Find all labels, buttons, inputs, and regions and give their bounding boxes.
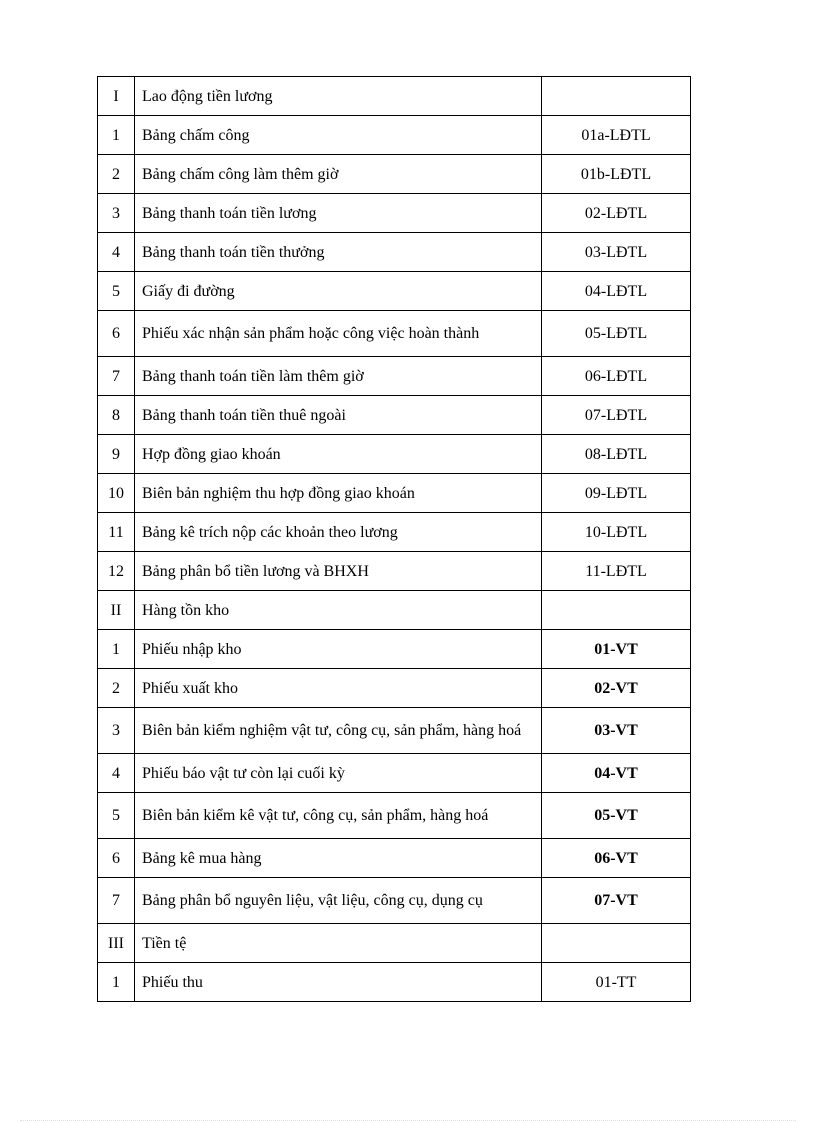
form-code-cell: 01a-LĐTL	[542, 116, 691, 155]
form-code-cell: 11-LĐTL	[542, 552, 691, 591]
row-number-cell: 1	[98, 116, 135, 155]
row-number-cell: 12	[98, 552, 135, 591]
row-number-cell: 2	[98, 669, 135, 708]
page-bottom-divider	[20, 1120, 796, 1121]
form-code-cell: 09-LĐTL	[542, 474, 691, 513]
table-row	[98, 116, 691, 155]
document-name-cell: Biên bản kiểm kê vật tư, công cụ, sản phẩm, hàng hoá	[135, 793, 542, 839]
row-number-cell: 3	[98, 708, 135, 754]
table-row	[98, 513, 691, 552]
document-name-cell: Bảng thanh toán tiền làm thêm giờ	[135, 357, 542, 396]
table-row	[98, 552, 691, 591]
form-code-cell: 01-VT	[542, 630, 691, 669]
document-name-cell: Bảng phân bổ tiền lương và BHXH	[135, 552, 542, 591]
form-code-cell: 01b-LĐTL	[542, 155, 691, 194]
row-number-cell: 5	[98, 793, 135, 839]
form-code-cell: 06-VT	[542, 839, 691, 878]
row-number-cell: 7	[98, 878, 135, 924]
table-row	[98, 963, 691, 1002]
form-code-cell: 06-LĐTL	[542, 357, 691, 396]
row-number-cell: 7	[98, 357, 135, 396]
document-name-cell: Bảng kê mua hàng	[135, 839, 542, 878]
document-name-cell: Bảng thanh toán tiền thuê ngoài	[135, 396, 542, 435]
row-number-cell: 11	[98, 513, 135, 552]
row-number-cell: 5	[98, 272, 135, 311]
document-form-table	[97, 76, 691, 1002]
row-number-cell: 8	[98, 396, 135, 435]
document-name-cell: Bảng thanh toán tiền thưởng	[135, 233, 542, 272]
table-row	[98, 272, 691, 311]
table-row	[98, 630, 691, 669]
table-row	[98, 878, 691, 924]
form-code-cell: 04-VT	[542, 754, 691, 793]
row-number-cell: I	[98, 77, 135, 116]
table-row	[98, 793, 691, 839]
document-name-cell: Bảng thanh toán tiền lương	[135, 194, 542, 233]
form-code-cell: 02-VT	[542, 669, 691, 708]
row-number-cell: 1	[98, 630, 135, 669]
table-row	[98, 754, 691, 793]
form-code-cell	[542, 77, 691, 116]
document-name-cell: Lao động tiền lương	[135, 77, 542, 116]
table-row	[98, 396, 691, 435]
form-code-cell: 10-LĐTL	[542, 513, 691, 552]
document-name-cell: Bảng chấm công làm thêm giờ	[135, 155, 542, 194]
document-name-cell: Phiếu xác nhận sản phẩm hoặc công việc hoàn thành	[135, 311, 542, 357]
table-row	[98, 194, 691, 233]
table-row	[98, 311, 691, 357]
row-number-cell: 4	[98, 754, 135, 793]
table-row	[98, 839, 691, 878]
table-row	[98, 924, 691, 963]
document-name-cell: Phiếu báo vật tư còn lại cuối kỳ	[135, 754, 542, 793]
row-number-cell: 1	[98, 963, 135, 1002]
form-code-cell: 08-LĐTL	[542, 435, 691, 474]
document-name-cell: Hợp đồng giao khoán	[135, 435, 542, 474]
form-code-cell: 05-LĐTL	[542, 311, 691, 357]
row-number-cell: 6	[98, 311, 135, 357]
document-name-cell: Bảng chấm công	[135, 116, 542, 155]
table-row	[98, 77, 691, 116]
table-row	[98, 474, 691, 513]
table-body	[98, 77, 691, 1002]
document-name-cell: Biên bản nghiệm thu hợp đồng giao khoán	[135, 474, 542, 513]
document-name-cell: Biên bản kiểm nghiệm vật tư, công cụ, sản phẩm, hàng hoá	[135, 708, 542, 754]
form-code-cell: 04-LĐTL	[542, 272, 691, 311]
form-code-cell: 07-LĐTL	[542, 396, 691, 435]
form-code-cell: 03-VT	[542, 708, 691, 754]
document-name-cell: Bảng kê trích nộp các khoản theo lương	[135, 513, 542, 552]
row-number-cell: II	[98, 591, 135, 630]
document-name-cell: Phiếu thu	[135, 963, 542, 1002]
form-code-cell: 03-LĐTL	[542, 233, 691, 272]
row-number-cell: 10	[98, 474, 135, 513]
table-row	[98, 233, 691, 272]
form-code-cell: 07-VT	[542, 878, 691, 924]
table-row	[98, 591, 691, 630]
document-name-cell: Phiếu nhập kho	[135, 630, 542, 669]
form-code-cell: 02-LĐTL	[542, 194, 691, 233]
document-name-cell: Giấy đi đường	[135, 272, 542, 311]
row-number-cell: 2	[98, 155, 135, 194]
form-code-cell	[542, 924, 691, 963]
form-code-cell: 05-VT	[542, 793, 691, 839]
document-name-cell: Bảng phân bổ nguyên liệu, vật liệu, công cụ, dụng cụ	[135, 878, 542, 924]
table-row	[98, 155, 691, 194]
row-number-cell: III	[98, 924, 135, 963]
document-name-cell: Tiền tệ	[135, 924, 542, 963]
row-number-cell: 9	[98, 435, 135, 474]
table-row	[98, 669, 691, 708]
table-row	[98, 357, 691, 396]
document-name-cell: Hàng tồn kho	[135, 591, 542, 630]
table-row	[98, 435, 691, 474]
row-number-cell: 6	[98, 839, 135, 878]
table-row	[98, 708, 691, 754]
row-number-cell: 4	[98, 233, 135, 272]
row-number-cell: 3	[98, 194, 135, 233]
form-code-cell	[542, 591, 691, 630]
form-code-cell: 01-TT	[542, 963, 691, 1002]
document-name-cell: Phiếu xuất kho	[135, 669, 542, 708]
